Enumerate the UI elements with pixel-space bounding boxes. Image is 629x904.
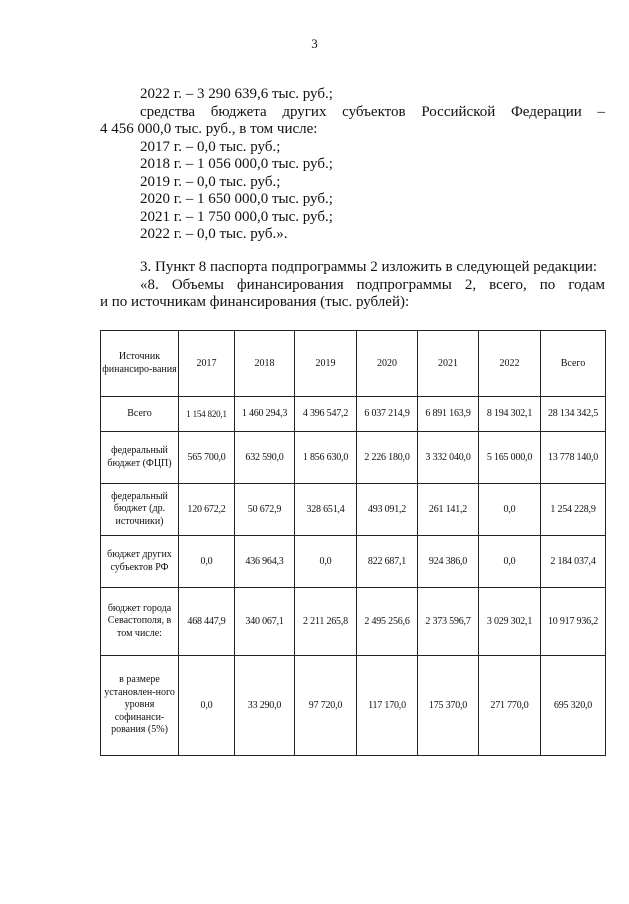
cell-value: 2 211 265,8 [295,588,357,656]
cell-value: 493 091,2 [357,484,418,536]
cell-value: 2 373 596,7 [418,588,479,656]
text-line: 2020 г. – 1 650 000,0 тыс. руб.; [140,191,333,207]
table-header-row [101,331,606,397]
text-line: 2022 г. – 0,0 тыс. руб.». [140,226,288,242]
header-cell-year: 2022 [479,331,541,397]
cell-value: 822 687,1 [357,536,418,588]
row-source: в размере установлен-ного уровня софинанси-рования (5%) [101,656,179,756]
cell-value: 2 226 180,0 [357,432,418,484]
cell-value: 924 386,0 [418,536,479,588]
cell-value: 0,0 [295,536,357,588]
cell-value: 120 672,2 [179,484,235,536]
cell-value: 50 672,9 [235,484,295,536]
cell-value: 261 141,2 [418,484,479,536]
cell-value: 175 370,0 [418,656,479,756]
cell-value: 340 067,1 [235,588,295,656]
row-source: федеральный бюджет (др. источники) [101,484,179,536]
cell-value: 632 590,0 [235,432,295,484]
cell-value: 1 154 820,1 [179,397,235,432]
page-number: 3 [311,36,318,51]
table-row [101,536,606,588]
row-source: Всего [101,397,179,432]
header-cell-total: Всего [541,331,606,397]
cell-value: 97 720,0 [295,656,357,756]
cell-value: 695 320,0 [541,656,606,756]
header-cell-year: 2019 [295,331,357,397]
header-cell-year: 2017 [179,331,235,397]
table-row [101,588,606,656]
cell-value: 5 165 000,0 [479,432,541,484]
cell-value: 1 254 228,9 [541,484,606,536]
cell-value: 28 134 342,5 [541,397,606,432]
cell-value: 271 770,0 [479,656,541,756]
text-line: 2017 г. – 0,0 тыс. руб.; [140,138,281,155]
funding-paragraph [100,86,605,244]
table-row [101,432,606,484]
cell-value: 3 029 302,1 [479,588,541,656]
cell-value: 2 184 037,4 [541,536,606,588]
text-line: 4 456 000,0 тыс. руб., в том числе: [100,121,318,137]
text-line: 2022 г. – 3 290 639,6 тыс. руб.; [140,86,333,102]
header-cell-source: Источник финансиро-вания [101,331,179,397]
text-line: 3. Пункт 8 паспорта подпрограммы 2 изложить в следующей редакции: [140,259,598,275]
cell-value: 328 651,4 [295,484,357,536]
cell-value: 0,0 [179,656,235,756]
text-line: средства бюджета других субъектов Российской Федерации – [140,103,605,120]
cell-value: 1 856 630,0 [295,432,357,484]
cell-value: 2 495 256,6 [357,588,418,656]
text-line: «8. Объемы финансирования подпрограммы 2, всего, по годам [140,276,605,293]
cell-value: 0,0 [479,536,541,588]
cell-value: 3 332 040,0 [418,432,479,484]
cell-value: 468 447,9 [179,588,235,656]
cell-value: 1 460 294,3 [235,397,295,432]
text-line: и по источникам финансирования (тыс. рублей): [100,294,410,310]
row-source: бюджет города Севастополя, в том числе: [101,588,179,656]
text-line: 2021 г. – 1 750 000,0 тыс. руб.; [140,208,333,225]
row-source: федеральный бюджет (ФЦП) [101,432,179,484]
cell-value: 0,0 [479,484,541,536]
cell-value: 565 700,0 [179,432,235,484]
cell-value: 4 396 547,2 [295,397,357,432]
amendment-paragraph [100,259,605,312]
cell-value: 8 194 302,1 [479,397,541,432]
cell-value: 33 290,0 [235,656,295,756]
text-line: 2019 г. – 0,0 тыс. руб.; [140,173,281,190]
text-line: 2018 г. – 1 056 000,0 тыс. руб.; [140,156,333,172]
cell-value: 6 891 163,9 [418,397,479,432]
cell-value: 13 778 140,0 [541,432,606,484]
header-cell-year: 2021 [418,331,479,397]
table-row [101,397,606,432]
cell-value: 436 964,3 [235,536,295,588]
funding-table [100,330,606,756]
cell-value: 0,0 [179,536,235,588]
cell-value: 117 170,0 [357,656,418,756]
row-source: бюджет других субъектов РФ [101,536,179,588]
table-row [101,656,606,756]
header-cell-year: 2020 [357,331,418,397]
cell-value: 6 037 214,9 [357,397,418,432]
cell-value: 10 917 936,2 [541,588,606,656]
table-row [101,484,606,536]
header-cell-year: 2018 [235,331,295,397]
